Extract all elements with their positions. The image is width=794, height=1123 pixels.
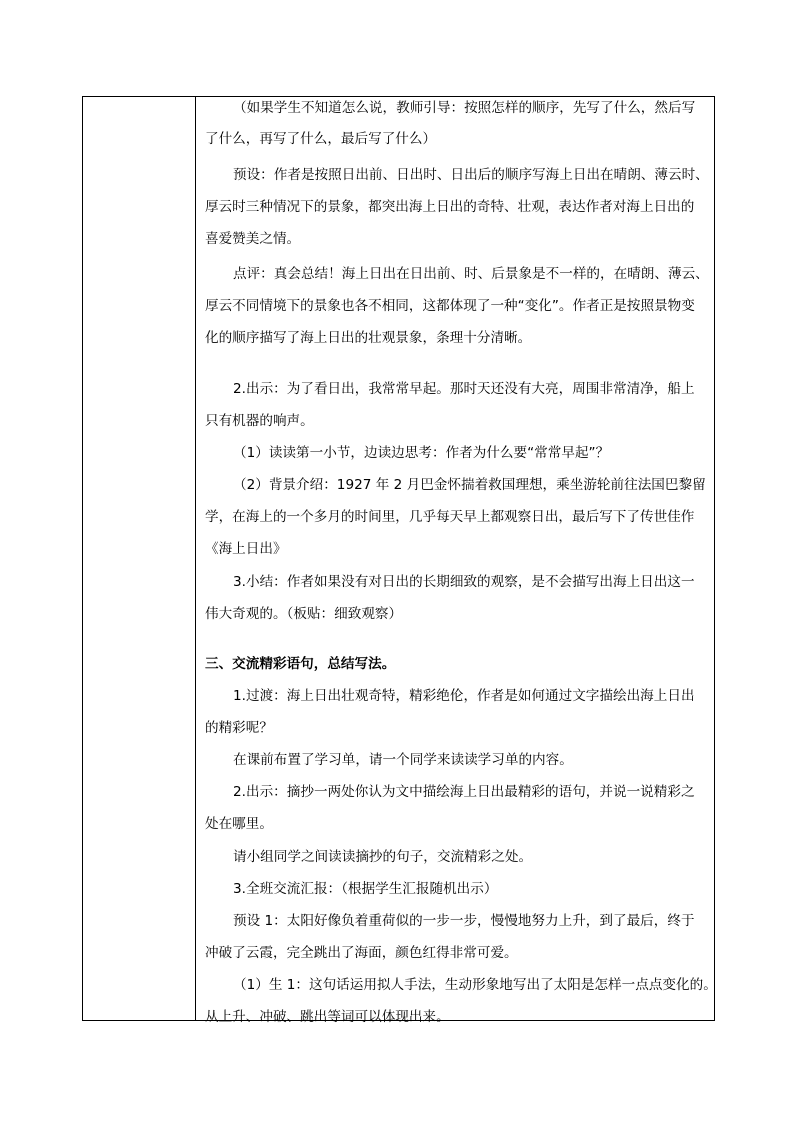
text-line: 伟大奇观的。（板贴：细致观察） — [205, 606, 403, 622]
text-line: 只有机器的响声。 — [205, 413, 314, 429]
text-line: 请小组同学之间读读摘抄的句子，交流精彩之处。 — [233, 849, 533, 865]
text-line: 2.出示：摘抄一两处你认为文中描绘海上日出最精彩的语句，并说一说精彩之 — [233, 784, 695, 800]
text-line: 预设 1：太阳好像负着重荷似的一步一步，慢慢地努力上升，到了最后，终于 — [233, 913, 695, 929]
text-line: （2）背景介绍：1927 年 2 月巴金怀揣着救国理想，乘坐游轮前往法国巴黎留 — [233, 477, 706, 493]
text-line: （如果学生不知道怎么说，教师引导：按照怎样的顺序，先写了什么，然后写 — [233, 100, 696, 116]
text-line: 冲破了云霞，完全跳出了海面，颜色红得非常可爱。 — [205, 945, 518, 961]
text-line: 1.过渡：海上日出壮观奇特，精彩绝伦，作者是如何通过文字描绘出海上日出 — [233, 688, 695, 704]
lesson-plan-table — [82, 96, 717, 1025]
text-line: 处在哪里。 — [205, 816, 273, 832]
text-line: 《海上日出》 — [205, 541, 287, 557]
text-line: 化的顺序描写了海上日出的壮观景象，条理十分清晰。 — [205, 330, 532, 346]
text-line: 从上升、冲破、跳出等词可以体现出来。 — [205, 1009, 450, 1025]
text-line: （1）生 1：这句话运用拟人手法，生动形象地写出了太阳是怎样一点点变化的。 — [233, 977, 717, 993]
text-line: 厚云时三种情况下的景象，都突出海上日出的奇特、壮观，表达作者对海上日出的 — [205, 199, 695, 215]
text-line: 3.小结：作者如果没有对日出的长期细致的观察，是不会描写出海上日出这一 — [233, 574, 695, 590]
text-line: 喜爱赞美之情。 — [205, 231, 301, 247]
text-line: 2.出示：为了看日出，我常常早起。那时天还没有大亮，周围非常清净，船上 — [233, 381, 695, 397]
text-line: 学，在海上的一个多月的时间里，几乎每天早上都观察日出，最后写下了传世佳作 — [205, 509, 695, 525]
text-line: 的精彩呢？ — [205, 720, 273, 736]
text-line: 3.全班交流汇报：（根据学生汇报随机出示） — [233, 881, 498, 897]
text-line: 点评：真会总结！海上日出在日出前、时、后景象是不一样的，在晴朗、薄云、 — [233, 266, 709, 282]
table-left-column — [83, 97, 196, 1020]
text-line: 了什么，再写了什么，最后写了什么） — [205, 131, 437, 147]
text-line: 厚云不同情境下的景象也各不相同，这都体现了一种“变化”。作者正是按照景物变 — [205, 298, 695, 314]
text-line: （1）读读第一小节，边读边思考：作者为什么要“常常早起”？ — [233, 445, 610, 461]
text-line: 预设：作者是按照日出前、日出时、日出后的顺序写海上日出在晴朗、薄云时、 — [233, 167, 709, 183]
section-heading: 三、交流精彩语句，总结写法。 — [205, 656, 396, 672]
text-line: 在课前布置了学习单，请一个同学来读读学习单的内容。 — [233, 752, 573, 768]
